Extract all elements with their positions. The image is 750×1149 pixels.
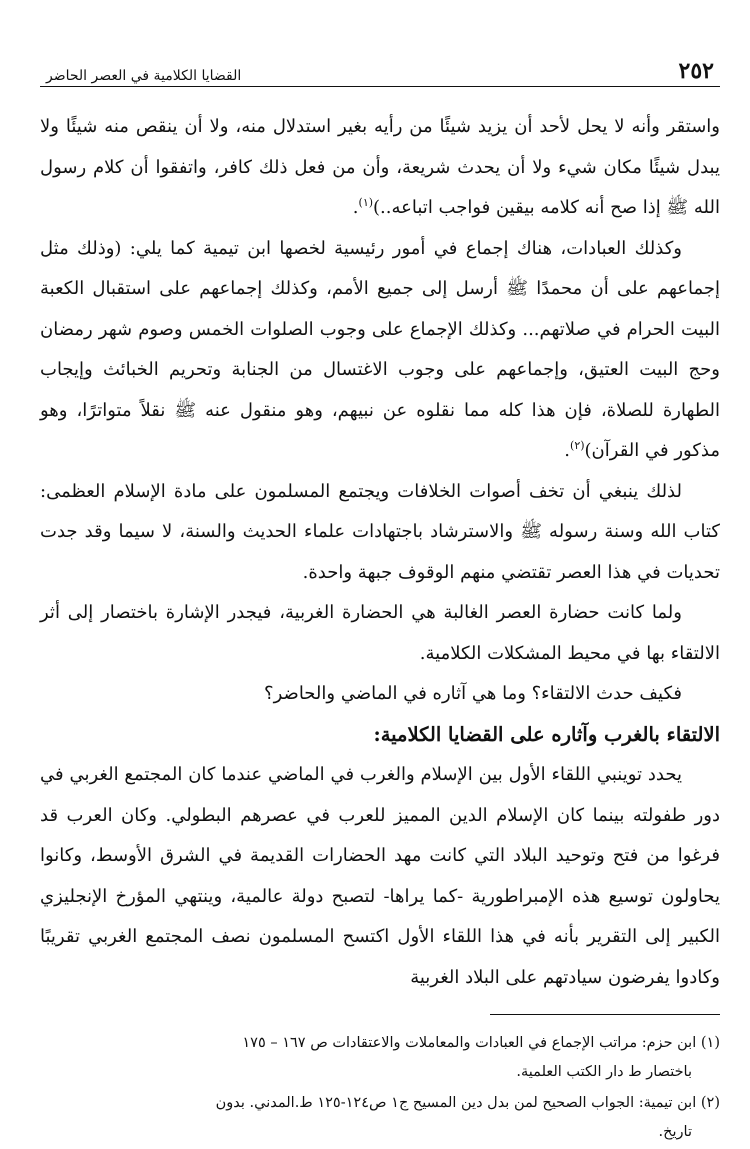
page-number: ٢٥٢ bbox=[678, 58, 714, 84]
section-heading: الالتقاء بالغرب وآثاره على القضايا الكلامية: bbox=[373, 722, 720, 746]
footnote-2: (٢) ابن تيمية: الجواب الصحيح لمن بدل دين المسيح ج١ ص١٢٤-١٢٥ ط.المدني. بدون تاريخ. bbox=[215, 1095, 720, 1140]
footnote-number: (١) bbox=[700, 1035, 720, 1051]
footnote-1: (١) ابن حزم: مراتب الإجماع في العبادات والمعاملات والاعتقادات ص ١٦٧ – ١٧٥ باختصار ط دار الكتب العلمية. bbox=[242, 1035, 720, 1080]
paragraph-continuation: واستقر وأنه لا يحل لأحد أن يزيد شيئًا من رأيه بغير استدلال منه، ولا أن ينقص منه شيئًا ولا يبدل شيئًا مكان شيء ولا أن يحدث شريعة، وأن من فعل ذلك كافر، واتفقوا أن كلام رسول الله ﷺ إذا صح أنه كلامه بيقين فواجب اتباعه..)$^{(١)}$. bbox=[40, 116, 720, 218]
paragraph-unity: لذلك ينبغي أن تخف أصوات الخلافات ويجتمع المسلمون على مادة الإسلام العظمى: كتاب الله وسنة رسوله ﷺ والاسترشاد باجتهادات علماء الحديث والسنة، لا سيما وقد جدت تحديات في هذا العصر تقتضي منهم الوقوف جبهة واحدة. bbox=[40, 480, 720, 583]
footnote-number: (٢) bbox=[700, 1095, 720, 1111]
footnote-separator bbox=[490, 1014, 720, 1015]
paragraph-worship-consensus: وكذلك العبادات، هناك إجماع في أمور رئيسية لخصها ابن تيمية كما يلي: (وذلك مثل إجماعهم على أن محمدًا ﷺ أرسل إلى جميع الأمم، وكذلك إجماعهم على استقبال الكعبة البيت الحرام في صلاتهم... وكذلك الإجماع على وجوب الصلوات الخمس وصوم شهر رمضان وحج البيت العتيق، وإجماعهم على وجوب الاغتسال من الجنابة وتحريم الخبائث وإيجاب الطهارة للصلاة، فإن هذا كله مما نقلوه عن نبيهم، وهو منقول عنه ﷺ نقلاً متواترًا، وهو مذكور في القرآن)$^{(٢)}$. bbox=[40, 237, 720, 461]
paragraph-question: فكيف حدث الالتقاء؟ وما هي آثاره في الماضي والحاضر؟ bbox=[264, 683, 682, 704]
footnote-ref-2[interactable]: (٢) bbox=[570, 439, 585, 452]
footnote-ref-1[interactable]: (١) bbox=[358, 196, 374, 209]
running-title: القضايا الكلامية في العصر الحاضر bbox=[46, 68, 242, 84]
footnotes bbox=[40, 1029, 720, 1147]
main-text bbox=[40, 107, 720, 998]
running-header bbox=[40, 58, 720, 87]
paragraph-toynbee: يحدد توينبي اللقاء الأول بين الإسلام والغرب في الماضي عندما كان المجتمع الغربي في دور طفولته بينما كان الإسلام الدين المميز للعرب في عصرهم البطولي. وكان العرب قد فرغوا من فتح وتوحيد البلاد التي كانت مهد الحضارات القديمة في الشرق الأوسط، وكانوا يحاولون توسيع هذه الإمبراطورية -كما يراها- لتصبح دولة عالمية، وينتهي المؤرخ الإنجليزي الكبير إلى التقرير بأنه في هذا اللقاء الأول اكتسح المسلمون نصف المجتمع الغربي تقريبًا وكادوا يفرضون سيادتهم على البلاد الغربية bbox=[40, 764, 720, 988]
paragraph-western-civilization: ولما كانت حضارة العصر الغالبة هي الحضارة الغربية، فيجدر الإشارة باختصار إلى أثر الالتقاء بها في محيط المشكلات الكلامية. bbox=[40, 602, 720, 664]
book-page bbox=[40, 58, 720, 1149]
